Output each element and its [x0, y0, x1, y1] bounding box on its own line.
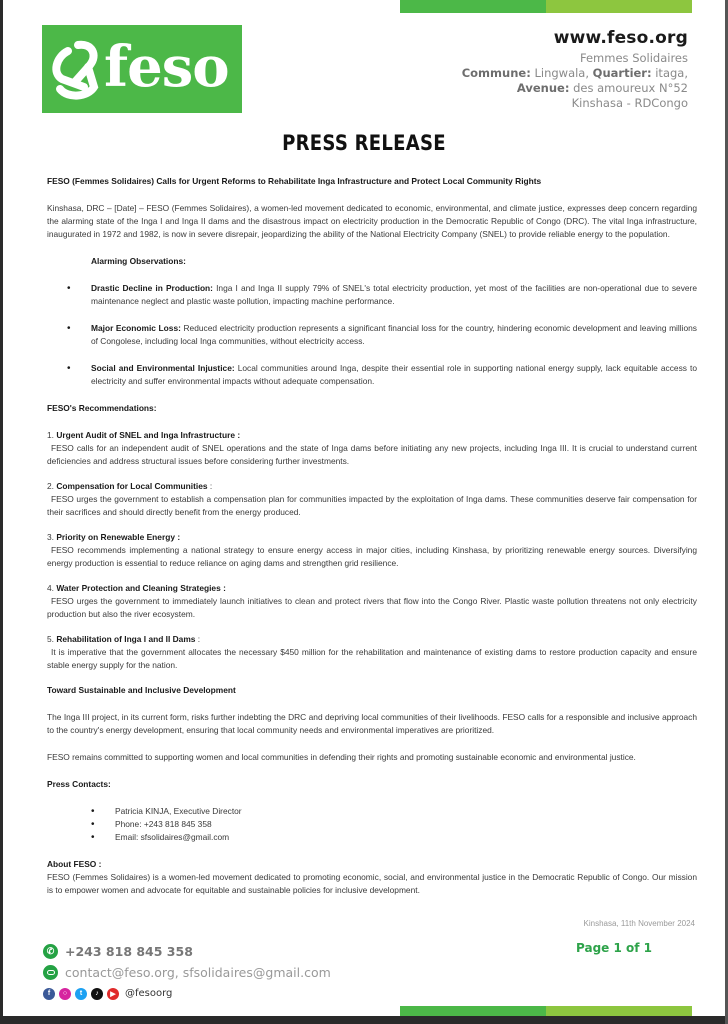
observation-text: Local communities around Inga, despite their essential role in supporting national energy supply, lack equitable access to electricity and suffer environmental impacts without adequate compensation. — [91, 363, 697, 386]
rec-number: 3. — [47, 532, 57, 542]
rec-number: 2. — [47, 481, 57, 491]
top-color-bar — [400, 0, 692, 13]
recommendation-item — [47, 480, 697, 519]
headline: FESO (Femmes Solidaires) Calls for Urgent Reforms to Rehabilitate Inga Infrastructure and Protect Local Community Rights — [47, 176, 542, 186]
commune-value: Lingwala, — [534, 66, 590, 80]
contact-email[interactable]: • Email: sfsolidaires@gmail.com — [91, 831, 697, 844]
rec-suffix: : — [195, 634, 201, 644]
page-number: Page 1 of 1 — [576, 941, 652, 955]
bottom-bar-dark-green — [400, 1006, 546, 1016]
email-icon — [43, 965, 58, 980]
contact-name: • Patricia KINJA, Executive Director — [91, 805, 697, 818]
footer-contacts — [43, 941, 331, 1004]
commune-label: Commune: — [461, 66, 531, 80]
document-body — [47, 175, 697, 897]
instagram-icon[interactable]: ○ — [59, 988, 71, 1000]
observations-heading: Alarming Observations: — [91, 256, 186, 266]
recommendations-heading: FESO's Recommendations: — [47, 403, 157, 413]
rec-text: FESO urges the government to immediately launch initiatives to clean and protect rivers that flow into the Congo River. Plastic waste pollution threatens not only electricity production but also the river ecosystem. — [47, 596, 697, 619]
tiktok-icon[interactable]: ♪ — [91, 988, 103, 1000]
org-name: Femmes Solidaires — [580, 51, 688, 65]
top-bar-light-green — [546, 0, 692, 13]
sustainable-paragraph-2: FESO remains committed to supporting women and local communities in defending their rights and promoting sustainable economic and environmental justice. — [47, 752, 636, 762]
rec-text: It is imperative that the government allocates the necessary $450 million for the rehabilitation and maintenance of existing dams to restore production capacity and ensure stable energy supply for the nation. — [47, 647, 697, 670]
sustainable-paragraph-1: The Inga III project, in its current form, risks further indebting the DRC and depriving local communities of their livelihoods. FESO calls for a responsible and inclusive approach to the country's energy development, ensuring that local community needs and environmental imperatives are prioritized. — [47, 712, 697, 735]
about-paragraph: FESO (Femmes Solidaires) is a women-led movement dedicated to promoting economic, social, and environmental justice in the Democratic Republic of Congo. Our mission is to empower women and advocate for equitable and sustainable policies for inclusive development. — [47, 872, 697, 895]
intro-paragraph: Kinshasa, DRC – [Date] – FESO (Femmes Solidaires), a women-led movement dedicated to economic, environmental, and climate justice, expresses deep concern regarding the alarming state of the Inga I and Inga II dams and the disastrous impact on electricity production in the Democratic Republic of Congo (DRC). The vital Inga infrastructure, inaugurated in 1972 and 1982, is now in severe disrepair, jeopardizing the ability of the National Electricity Company (SNEL) to provide reliable energy to the population. — [47, 203, 697, 239]
rec-suffix: : — [207, 481, 213, 491]
social-handle[interactable]: @fesoorg — [125, 988, 173, 999]
rec-label: Urgent Audit of SNEL and Inga Infrastructure : — [56, 430, 241, 440]
footer-social-row — [43, 983, 331, 1004]
observation-label: Major Economic Loss: — [91, 323, 181, 333]
contacts-list — [91, 805, 697, 844]
observation-label: Social and Environmental Injustice: — [91, 363, 235, 373]
feso-logo — [42, 25, 242, 113]
contacts-heading: Press Contacts: — [47, 779, 111, 789]
rec-label: Compensation for Local Communities — [56, 481, 208, 491]
rec-text: FESO calls for an independent audit of SNEL operations and the state of Inga dams before initiating any new projects, including Inga III. It is crucial to understand current deficiencies and address structural issues before considering further investments. — [47, 443, 697, 466]
footer-phone[interactable]: +243 818 845 358 — [65, 944, 193, 959]
rec-number: 4. — [47, 583, 57, 593]
page-title: PRESS RELEASE — [282, 131, 446, 155]
observation-item — [67, 282, 697, 308]
observation-item — [67, 362, 697, 388]
quartier-label: Quartier: — [592, 66, 652, 80]
sustainable-heading: Toward Sustainable and Inclusive Development — [47, 685, 236, 695]
youtube-icon[interactable]: ▶ — [107, 988, 119, 1000]
observations-list — [67, 282, 697, 388]
recommendation-item — [47, 582, 697, 621]
recommendation-item — [47, 633, 697, 672]
bottom-bar-light-green — [546, 1006, 692, 1016]
observation-label: Drastic Decline in Production: — [91, 283, 213, 293]
contact-phone[interactable]: • Phone: +243 818 845 358 — [91, 818, 697, 831]
avenue-value: des amoureux N°52 — [573, 81, 688, 95]
rec-label: Rehabilitation of Inga I and II Dams — [56, 634, 196, 644]
recommendation-item — [47, 531, 697, 570]
address-line-2 — [462, 81, 688, 96]
facebook-icon[interactable]: f — [43, 988, 55, 1000]
observation-text: Inga I and Inga II supply 79% of SNEL's total electricity production, yet most of the facilities are non-operational due to severe maintenance neglect and plastic waste pollution, impacting machine performance. — [91, 283, 697, 306]
rec-number: 1. — [47, 430, 57, 440]
whatsapp-phone-icon: ✆ — [43, 944, 58, 959]
rec-number: 5. — [47, 634, 57, 644]
address-line-1 — [462, 66, 688, 81]
bottom-color-bar — [400, 1006, 692, 1016]
observation-text: Reduced electricity production represents a significant financial loss for the country, hindering economic development and leaving millions of Congolese, including local Inga communities, without electricity access. — [91, 323, 697, 346]
date-line: Kinshasa, 11th November 2024 — [583, 919, 695, 928]
recommendation-item — [47, 429, 697, 468]
rec-label: Water Protection and Cleaning Strategies : — [56, 583, 226, 593]
document-page — [3, 0, 725, 1016]
footer-phone-row — [43, 941, 331, 962]
knot-logo-icon — [48, 37, 106, 101]
avenue-label: Avenue: — [516, 81, 570, 95]
footer-emails[interactable]: contact@feso.org, sfsolidaires@gmail.com — [65, 965, 331, 980]
observation-item — [67, 322, 697, 348]
about-heading: About FESO : — [47, 859, 102, 869]
rec-text: FESO urges the government to establish a compensation plan for communities impacted by the exploitation of Inga dams. These communities deserve fair compensation for their sacrifices and should directly benefit from the energy produced. — [47, 494, 697, 517]
rec-label: Priority on Renewable Energy : — [56, 532, 181, 542]
header-contact-block — [462, 28, 688, 111]
website-url[interactable]: www.feso.org — [553, 28, 688, 48]
twitter-icon[interactable]: t — [75, 988, 87, 1000]
rec-text: FESO recommends implementing a national strategy to ensure energy access in major cities, including Kinshasa, by prioritizing renewable energy sources. Diversifying energy production is essential to reduce reliance on aging dams and strengthen grid resilience. — [47, 545, 697, 568]
top-bar-dark-green — [400, 0, 546, 13]
quartier-value: itaga, — [655, 66, 688, 80]
logo-wordmark: feso — [104, 34, 229, 100]
address-city: Kinshasa - RDCongo — [571, 96, 688, 110]
footer-email-row — [43, 962, 331, 983]
